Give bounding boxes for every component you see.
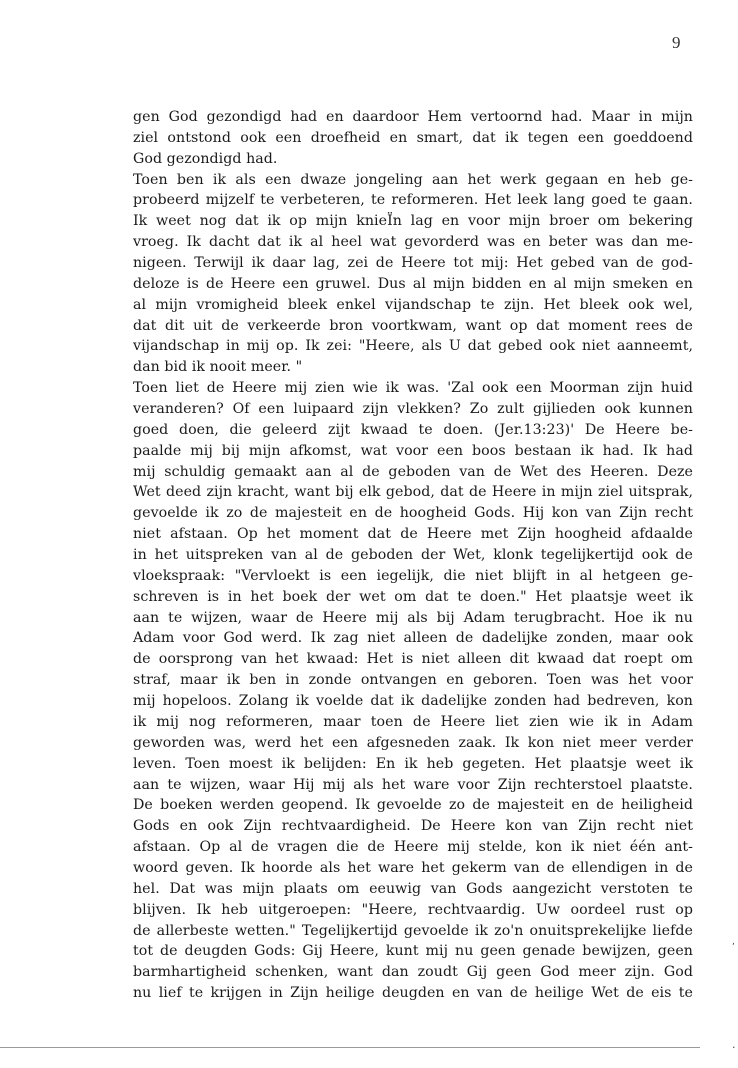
text-line: Gods en ook Zijn rechtvaardigheid. De Heere kon van Zijn recht niet <box>133 818 693 835</box>
text-line: mij hopeloos. Zolang ik voelde dat ik dadelijke zonden had bedreven, kon <box>133 693 693 710</box>
text-line: de oorsprong van het kwaad: Het is niet alleen dit kwaad dat roept om <box>133 651 693 668</box>
text-line: Toen ben ik als een dwaze jongeling aan het werk gegaan en heb ge- <box>133 171 693 188</box>
text-line: afstaan. Op al de vragen die de Heere mij stelde, kon ik niet één ant- <box>133 839 693 856</box>
text-line: Adam voor God werd. Ik zag niet alleen de dadelijke zonden, maar ook <box>133 630 693 647</box>
text-line: De boeken werden geopend. Ik gevoelde zo de majesteit en de heiligheid <box>133 797 693 814</box>
text-line: probeerd mijzelf te verbeteren, te reformeren. Het leek lang goed te gaan. <box>133 192 693 209</box>
text-line: Ik weet nog dat ik op mijn knieÏn lag en voor mijn broer om bekering <box>133 213 693 230</box>
margin-mark: , <box>732 937 735 947</box>
text-line: vloekspraak: "Vervloekt is een iegelijk, die niet blijft in al hetgeen ge- <box>133 567 693 584</box>
text-line: paalde mij bij mijn afkomst, wat voor een boos bestaan ik had. Ik had <box>133 442 693 459</box>
text-line: blijven. Ik heb uitgeroepen: "Heere, rechtvaardig. Uw oordeel rust op <box>133 901 693 918</box>
text-line: al mijn vromigheid bleek enkel vijandschap te zijn. Het bleek ook wel, <box>133 296 693 313</box>
text-line: barmhartigheid schenken, want dan zoudt Gij geen God meer zijn. God <box>133 964 693 981</box>
bottom-rule <box>0 1047 700 1048</box>
text-line: geworden was, werd het een afgesneden zaak. Ik kon niet meer verder <box>133 734 693 751</box>
text-line: Wet deed zijn kracht, want bij elk gebod, dat de Heere in mijn ziel uitsprak, <box>133 484 693 501</box>
text-line: Toen liet de Heere mij zien wie ik was. 'Zal ook een Moorman zijn huid <box>133 380 693 397</box>
text-line: schreven is in het boek der wet om dat te doen." Het plaatsje weet ik <box>133 588 693 605</box>
text-line: dat dit uit de verkeerde bron voortkwam, want op dat moment rees de <box>133 317 693 334</box>
text-line: goed doen, die geleerd zijt kwaad te doen. (Jer.13:23)' De Heere be- <box>133 421 693 438</box>
text-line: ziel ontstond ook een droefheid en smart, dat ik tegen een goeddoend <box>133 129 693 146</box>
text-line: nigeen. Terwijl ik daar lag, zei de Heere tot mij: Het gebed van de god- <box>133 255 693 272</box>
page-number: 9 <box>672 33 681 52</box>
text-line: veranderen? Of een luipaard zijn vlekken? Zo zult gijlieden ook kunnen <box>133 401 693 418</box>
text-line: dan bid ik nooit meer. " <box>133 359 303 376</box>
text-line: gen God gezondigd had en daardoor Hem vertoornd had. Maar in mijn <box>133 109 693 125</box>
text-line: deloze is de Heere een gruwel. Dus al mijn bidden en al mijn smeken en <box>133 275 693 292</box>
text-line: ik mij nog reformeren, maar toen de Heere liet zien wie ik in Adam <box>133 713 693 730</box>
text-line: aan te wijzen, waar Hij mij als het ware voor Zijn rechterstoel plaatste. <box>133 776 693 793</box>
text-line: gevoelde ik zo de majesteit en de hoogheid Gods. Hij kon van Zijn recht <box>133 505 693 522</box>
text-line: leven. Toen moest ik belijden: En ik heb gegeten. Het plaatsje weet ik <box>133 755 693 772</box>
text-line: vijandschap in mij op. Ik zei: "Heere, als U dat gebed ook niet aanneemt, <box>133 338 693 355</box>
text-line: vroeg. Ik dacht dat ik al heel wat gevorderd was en beter was dan me- <box>133 234 693 251</box>
text-line: in het uitspreken van al de geboden der Wet, klonk tegelijkertijd ook de <box>133 547 693 564</box>
text-line: de allerbeste wetten." Tegelijkertijd gevoelde ik zo'n onuitsprekelijke liefde <box>133 922 693 939</box>
text-line: mij schuldig gemaakt aan al de geboden van de Wet des Heeren. Deze <box>133 463 693 480</box>
text-line: straf, maar ik ben in zonde ontvangen en geboren. Toen was het voor <box>133 672 693 689</box>
text-line: niet afstaan. Op het moment dat de Heere met Zijn hoogheid afdaalde <box>133 526 693 543</box>
text-line: tot de deugden Gods: Gij Heere, kunt mij nu geen genade bewijzen, geen <box>133 943 693 960</box>
margin-mark: . <box>732 1038 736 1051</box>
text-line: nu lief te krijgen in Zijn heilige deugden en van de heilige Wet de eis te <box>133 985 693 1002</box>
text-line: woord geven. Ik hoorde als het ware het gekerm van de ellendigen in de <box>133 859 693 876</box>
body-text <box>133 107 693 1004</box>
text-line: aan te wijzen, waar de Heere mij als bij Adam terugbracht. Hoe ik nu <box>133 609 693 626</box>
text-line: God gezondigd had. <box>133 150 278 167</box>
text-line: hel. Dat was mijn plaats om eeuwig van Gods aangezicht verstoten te <box>133 880 693 897</box>
